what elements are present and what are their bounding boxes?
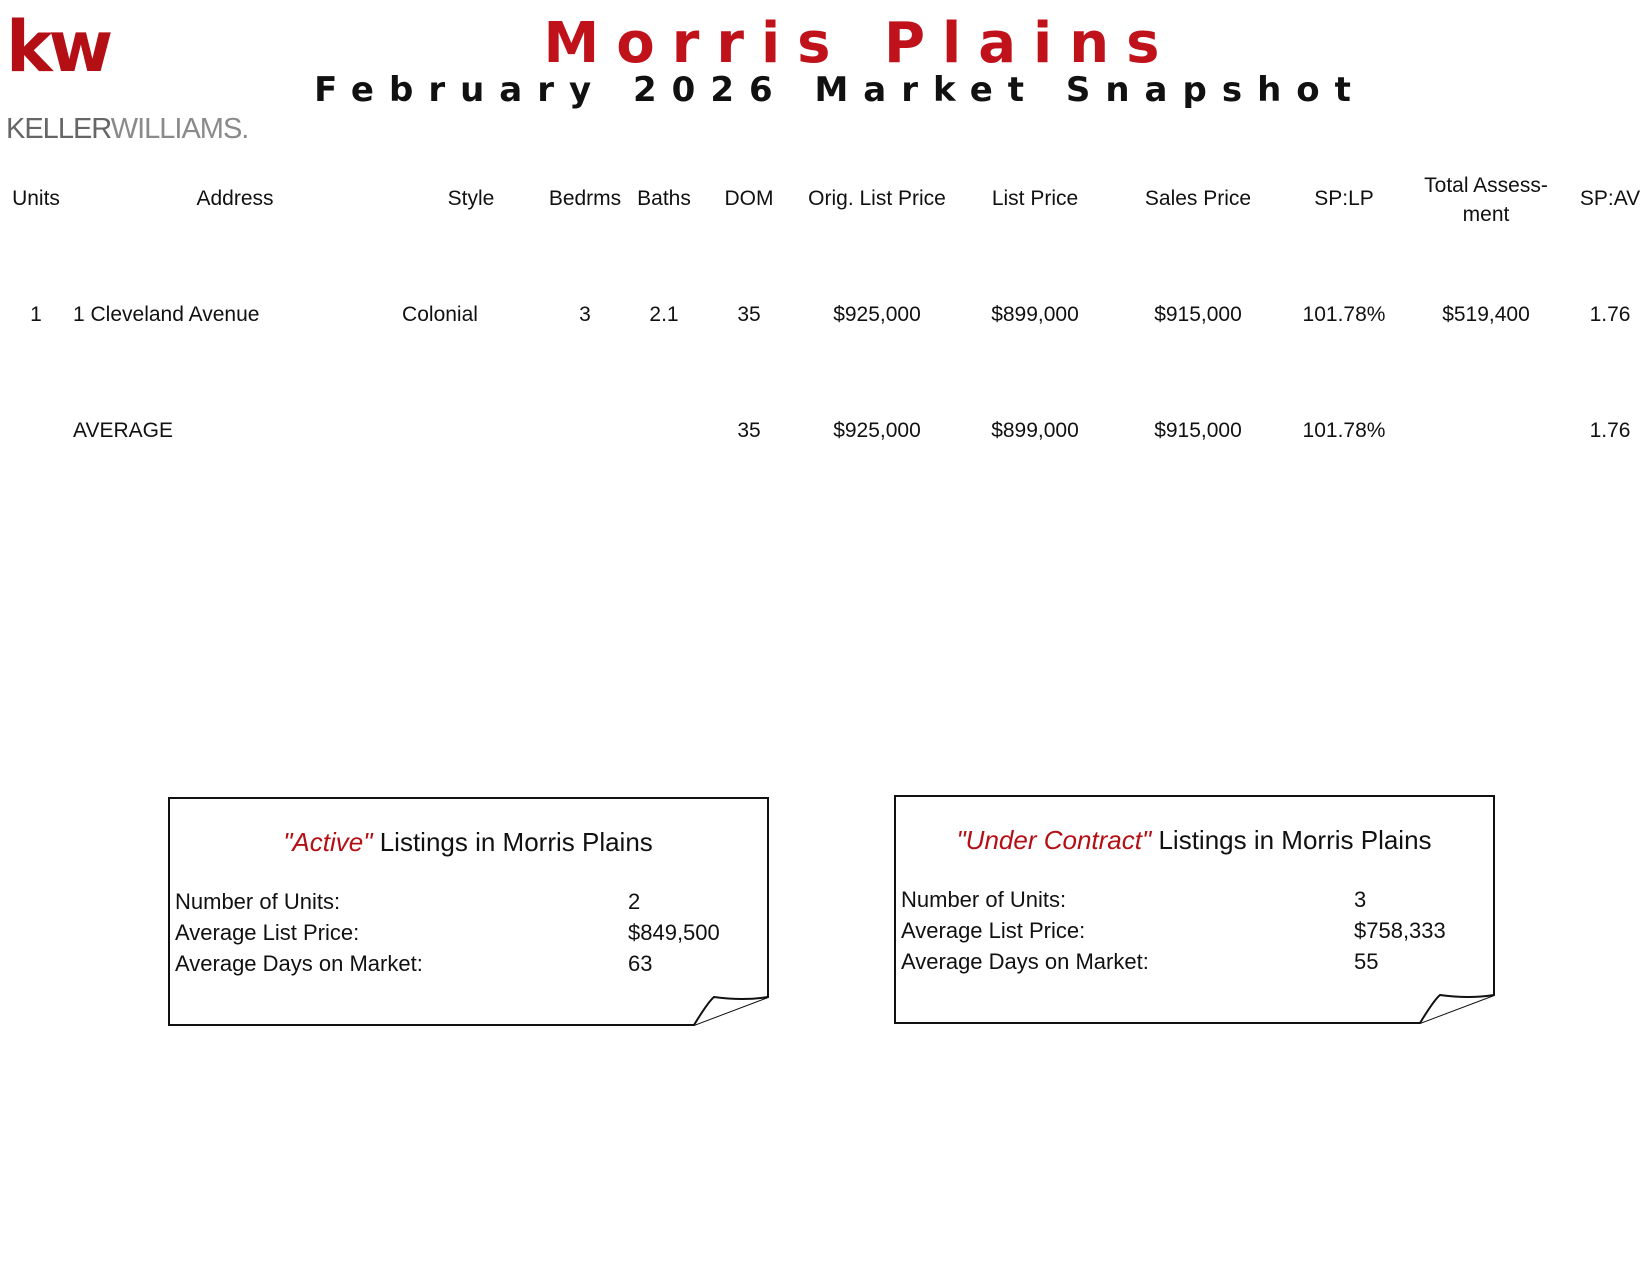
header-sales-price: Sales Price — [1144, 187, 1252, 210]
header-total-assessment-line2: ment — [1462, 203, 1510, 227]
header-total-assessment — [1424, 171, 1548, 230]
under-contract-units-label: Number of Units: — [901, 887, 1067, 912]
under-contract-price-value: $758,333 — [1354, 918, 1446, 943]
header-list-price: List Price — [991, 187, 1079, 210]
average-label: AVERAGE — [73, 419, 173, 442]
kw-logo-mark: kw — [6, 6, 110, 88]
average-list-price: $899,000 — [991, 419, 1079, 442]
under-contract-dom-label: Average Days on Market: — [901, 949, 1149, 974]
under-contract-title — [894, 825, 1494, 856]
page-subtitle: February 2026 Market Snapshot — [314, 70, 1366, 110]
under-contract-price-label: Average List Price: — [901, 918, 1086, 943]
active-units-label: Number of Units: — [175, 889, 341, 914]
row1-style: Colonial — [402, 303, 478, 326]
row1-address: 1 Cleveland Avenue — [73, 303, 260, 326]
row1-bedrms: 3 — [579, 303, 591, 326]
active-price-value: $849,500 — [628, 920, 720, 945]
keller-williams-logo — [6, 6, 249, 145]
logo-brand-bold: KELLER — [6, 113, 111, 145]
under-contract-units-value: 3 — [1354, 887, 1367, 912]
under-contract-dom-value: 55 — [1354, 949, 1379, 974]
active-price-label: Average List Price: — [175, 920, 360, 945]
under-contract-accent: "Under Contract" — [956, 825, 1152, 855]
active-accent: "Active" — [283, 827, 373, 857]
page-title: Morris Plains — [543, 11, 1177, 76]
header-orig-list-price: Orig. List Price — [808, 187, 946, 210]
header-total-assessment-line1: Total Assess- — [1424, 174, 1548, 197]
active-listings-card — [168, 797, 768, 1027]
header-style: Style — [447, 187, 495, 210]
average-sp-av: 1.76 — [1589, 419, 1631, 442]
row1-orig-list-price: $925,000 — [833, 303, 921, 326]
under-contract-listings-card — [894, 795, 1494, 1025]
row1-total-assessment: $519,400 — [1442, 303, 1530, 326]
active-title-rest: Listings in Morris Plains — [379, 827, 653, 857]
header-baths: Baths — [637, 187, 691, 210]
header-units: Units — [12, 187, 60, 210]
header-address: Address — [196, 187, 274, 210]
under-contract-title-rest: Listings in Morris Plains — [1158, 825, 1432, 855]
average-orig-list-price: $925,000 — [833, 419, 921, 442]
logo-brand-thin: WILLIAMS. — [110, 113, 249, 145]
average-dom: 35 — [737, 419, 761, 442]
active-listings-title — [168, 827, 768, 858]
logo-brand-name — [6, 113, 248, 146]
header-bedrms: Bedrms — [548, 187, 622, 210]
average-sp-lp: 101.78% — [1302, 419, 1386, 442]
header-sp-av: SP:AV — [1579, 187, 1641, 210]
row1-dom: 35 — [737, 303, 761, 326]
average-sales-price: $915,000 — [1154, 419, 1242, 442]
row1-sp-lp: 101.78% — [1302, 303, 1386, 326]
row1-units: 1 — [30, 303, 42, 326]
row1-sales-price: $915,000 — [1154, 303, 1242, 326]
active-units-value: 2 — [628, 889, 641, 914]
row1-list-price: $899,000 — [991, 303, 1079, 326]
header-sp-lp: SP:LP — [1314, 187, 1374, 210]
row1-baths: 2.1 — [649, 303, 679, 326]
row1-sp-av: 1.76 — [1589, 303, 1631, 326]
active-dom-label: Average Days on Market: — [175, 951, 423, 976]
active-dom-value: 63 — [628, 951, 653, 976]
header-dom: DOM — [724, 187, 774, 210]
